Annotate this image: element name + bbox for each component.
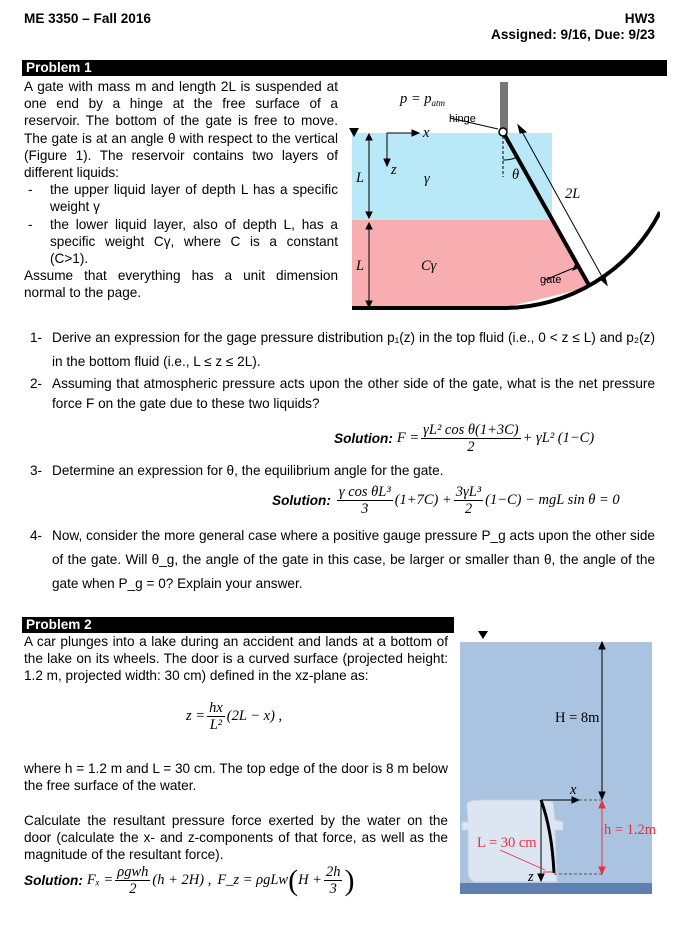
door-shape-equation [186,700,282,733]
gate-length-label: 2L [565,186,581,202]
problem2-header: Problem 2 [22,617,454,633]
eq-numerator: γL² cos θ(1+3C) [423,422,519,438]
figure-1-gate-diagram [340,70,660,320]
eq-numerator: hx [209,700,223,716]
eq-denominator: 2 [467,439,475,455]
problem2-task: Calculate the resultant pressure force exerted by the water on the door (calculate the x- and z-components of that force, as well as the magnitude of the resultant force). [24,813,448,863]
hinge-post [500,82,508,130]
question-number: 2- [30,376,43,391]
eq-numerator: γ cos θL³ [338,484,391,500]
x-axis-label: x [423,125,430,141]
z-axis-label: z [528,869,534,885]
eq-denominator: 2 [129,881,137,897]
gate-label: gate [540,274,562,286]
lower-depth-label: L [356,258,365,274]
x-axis-label: x [570,782,577,798]
question-number: 4- [30,528,43,543]
problem2-intro: A car plunges into a lake during an accident and lands at a bottom of the lake on its wheels. The door is a curved surface (projected height: 1.2 m, projected width: 30 cm) defined in the xz-plane as: [24,634,448,684]
problem1-intro: A gate with mass m and length 2L is suspended at one end by a hinge at the free surface of a reservoir. The bottom of the gate is free to move. The gate is at an angle θ with respect to the vertical (Figure 1). The reservoir contains two layers of different liquids: [24,79,338,181]
depth-label: H = 8m [555,710,600,726]
eq-rest: (1−C) − mgL sin θ = 0 [485,492,620,508]
solution-2 [334,422,594,455]
question-text: Now, consider the more general case where a positive gauge pressure P_g acts upon the other side of the gate. Will θ_g, the angle of the gate in this case, be larger or smaller than θ, the angle of the gate when P_g = 0? Explain your answer. [52,528,655,591]
eq-middle: (1+7C) + [394,492,452,508]
question-text: Assuming that atmospheric pressure acts upon the other side of the gate, what is the net pressure force F on the gate due to these two liquids? [52,376,655,411]
lower-specific-weight-label: Cγ [421,258,437,274]
fz-paren-content: H + [298,872,322,888]
lake-bottom [460,883,652,894]
fx-lhs: Fₓ = [86,872,114,888]
z-axis-label: z [391,162,397,178]
solution-3 [272,484,620,517]
eq-numerator: 2h [325,864,341,880]
eq-rest: + γL² (1−C) [522,430,595,446]
fz-expression: F_z = ρgLw [217,872,289,888]
question-number: 1- [30,330,43,345]
figure-2-car-door-diagram [455,630,665,902]
door-width-label: L = 30 cm [477,835,537,851]
hw-number: HW3 [624,11,655,26]
bullet-lower-layer: - the lower liquid layer, also of depth L, has a specific weight Cγ, where C is a constant (C>1). [24,216,338,268]
problem1-assumption: Assume that everything has a unit dimension normal to the page. [24,268,338,301]
hinge-label: hinge [449,113,476,125]
problem1-header: Problem 1 [22,60,667,76]
bullet-upper-layer: - the upper liquid layer of depth L has a specific weight γ [24,181,338,215]
eq-lhs: z = [186,708,206,724]
question-text: Derive an expression for the gage pressure distribution p₁(z) in the top fluid (i.e., 0 < z ≤ L) and p₂(z) in the bottom fluid (i.e., L ≤ z ≤ 2L). [52,330,655,369]
fx-rest: (h + 2H) , [152,872,212,888]
question-number: 3- [30,463,43,478]
problem2-solution: Solution: Fₓ = $\frac{\text{ρgwh}}{2}$ (h + 2H) , F_z = ρgLw ( H + $\frac{2h}{3}$ ) [24,863,355,897]
eq-denominator: L² [209,717,223,733]
upper-specific-weight-label: γ [424,171,430,187]
question-4 [30,524,655,596]
eq-numerator: ρgwh [117,864,149,880]
eq-denominator: 3 [329,881,337,897]
question-3 [30,459,655,483]
lower-liquid-layer [352,220,590,308]
solution-label: Solution: [272,493,331,508]
problem2-where: where h = 1.2 m and L = 30 cm. The top edge of the door is 8 m below the free surface of the water. [24,761,448,794]
eq-rest: (2L − x) , [226,708,283,724]
question-text: Determine an expression for θ, the equilibrium angle for the gate. [52,463,444,478]
solution-label: Solution: [334,431,393,446]
upper-depth-label: L [356,170,365,186]
eq-numerator: 3γL³ [455,484,482,500]
eq-denominator: 2 [464,501,473,517]
course-title: ME 3350 – Fall 2016 [24,11,151,26]
question-1 [30,326,655,374]
pressure-label: $p = p_{atm}$ [400,91,446,108]
problem1-text [24,78,338,302]
question-2 [30,374,655,414]
eq-lhs: F = [396,430,420,446]
solution-label: Solution: [24,873,83,888]
assignment-dates: Assigned: 9/16, Due: 9/23 [491,27,655,42]
theta-label: θ [512,167,520,183]
eq-denominator: 3 [361,501,369,517]
free-surface-triangle-icon [478,631,488,639]
hinge-icon [499,128,507,136]
door-height-label: h = 1.2m [604,822,657,838]
